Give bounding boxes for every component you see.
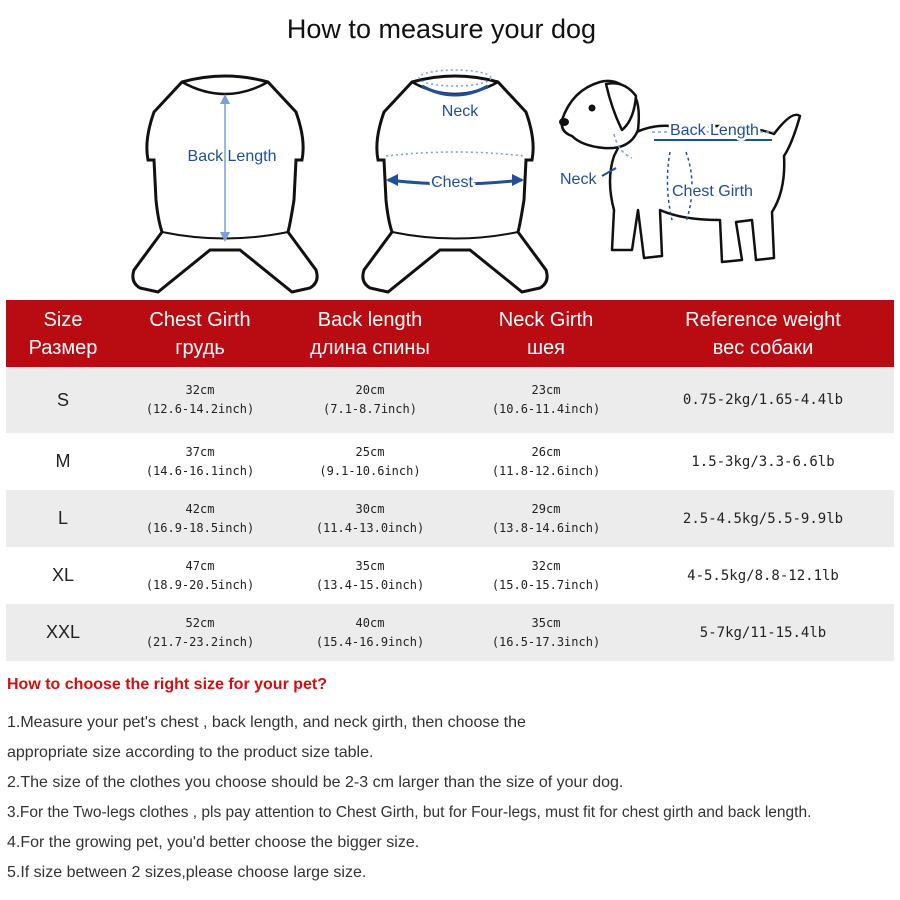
weight-cell: 0.75-2kg/1.65-4.4lb <box>682 392 844 408</box>
neck-cell: 23cm (10.6-11.4inch) <box>491 383 601 416</box>
back-cell: 25cm (9.1-10.6inch) <box>319 444 421 478</box>
chest-cell: 52cm (21.7-23.2inch) <box>145 615 255 649</box>
header-size: Size Размер <box>28 308 98 359</box>
size-table <box>6 300 894 661</box>
dog-back-length-label: Back Length <box>670 122 759 139</box>
guide-list <box>7 708 900 888</box>
guide-line: 1.Measure your pet's chest , back length, and neck girth, then choose the <box>7 714 526 731</box>
table-row <box>6 367 894 433</box>
dog-chest-girth-label: Chest Girth <box>672 183 753 200</box>
back-cell: 20cm (7.1-8.7inch) <box>323 383 417 416</box>
guide-title: How to choose the right size for your pet? <box>7 676 328 693</box>
chest-cell: 37cm (14.6-16.1inch) <box>145 444 255 478</box>
chest-cell: 47cm (18.9-20.5inch) <box>145 558 255 592</box>
chest-cell: 42cm (16.9-18.5inch) <box>145 501 255 535</box>
size-cell: XL <box>51 565 75 585</box>
neck-cell: 35cm (16.5-17.3inch) <box>491 615 601 649</box>
neck-label: Neck <box>441 103 479 120</box>
size-cell: M <box>55 451 71 471</box>
page-title: How to measure your dog <box>286 14 597 44</box>
neck-chest-garment-diagram <box>350 60 560 300</box>
dog-measurement-diagram <box>552 60 812 300</box>
dog-neck-label: Neck <box>560 171 597 188</box>
weight-cell: 1.5-3kg/3.3-6.6lb <box>691 453 835 470</box>
header-neck-girth: Neck Girth шея <box>498 308 594 359</box>
back-cell: 40cm (15.4-16.9inch) <box>315 615 425 649</box>
back-length-label: Back Length <box>187 148 277 165</box>
table-row <box>6 433 894 490</box>
neck-cell: 26cm (11.8-12.6inch) <box>491 444 601 478</box>
neck-cell: 32cm (15.0-15.7inch) <box>491 558 601 592</box>
table-row <box>6 604 894 661</box>
back-cell: 35cm (13.4-15.0inch) <box>315 558 425 592</box>
back-cell: 30cm (11.4-13.0inch) <box>315 501 425 535</box>
weight-cell: 2.5-4.5kg/5.5-9.9lb <box>682 510 844 527</box>
neck-cell: 29cm (13.8-14.6inch) <box>491 501 601 535</box>
size-cell: XXL <box>45 622 81 642</box>
table-header <box>6 300 894 367</box>
size-cell: L <box>57 508 68 528</box>
header-back-length: Back length длина спины <box>310 308 430 359</box>
guide-line: 5.If size between 2 sizes,please choose large size. <box>7 864 367 881</box>
back-length-garment-diagram <box>120 60 330 300</box>
chest-label: Chest <box>431 174 473 191</box>
table-row <box>6 490 894 547</box>
header-chest-girth: Chest Girth грудь <box>149 308 251 359</box>
weight-cell: 4-5.5kg/8.8-12.1lb <box>687 567 839 584</box>
chest-cell: 32cm (12.6-14.2inch) <box>145 383 255 416</box>
guide-line: 2.The size of the clothes you choose should be 2-3 cm larger than the size of your dog. <box>7 774 624 791</box>
guide-line: appropriate size according to the product size table. <box>7 744 374 761</box>
dog-illustration <box>562 81 800 262</box>
table-row <box>6 547 894 604</box>
guide-line: 4.For the growing pet, you'd better choose the bigger size. <box>7 834 420 851</box>
size-cell: S <box>56 389 69 410</box>
header-reference-weight: Reference weight вес собаки <box>685 308 841 359</box>
weight-cell: 5-7kg/11-15.4lb <box>699 624 827 641</box>
guide-line: 3.For the Two-legs clothes , pls pay attention to Chest Girth, but for Four-legs, must fit for chest girth and back length. <box>7 804 812 821</box>
